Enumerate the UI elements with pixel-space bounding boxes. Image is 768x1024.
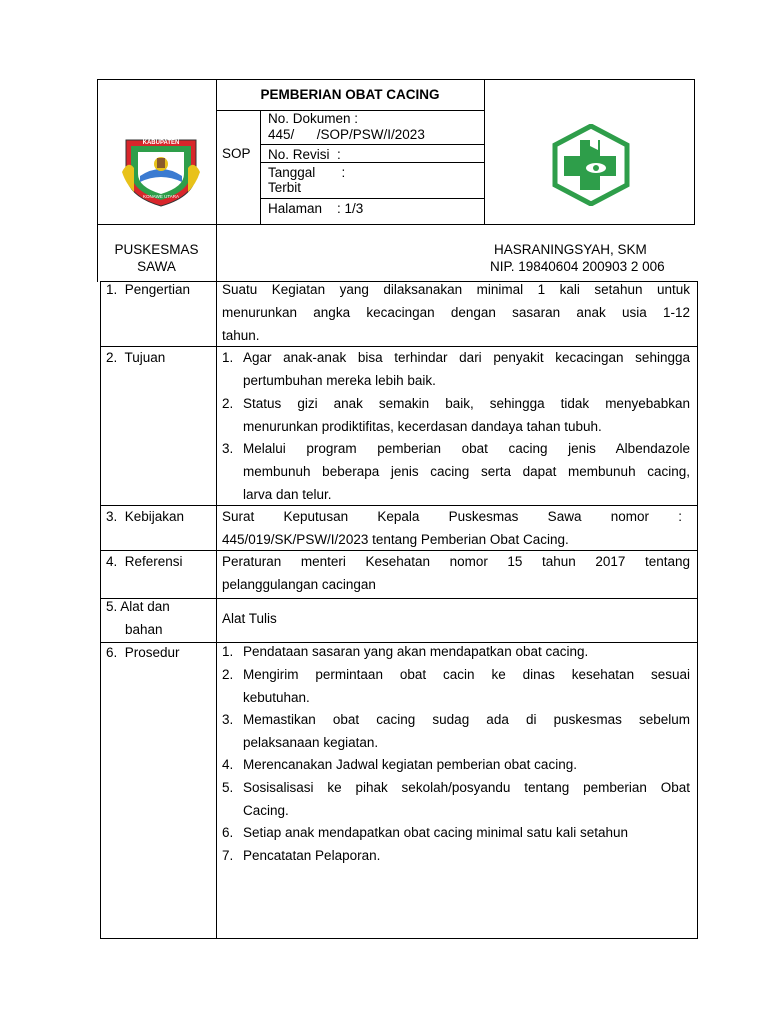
puskesmas-logo — [552, 124, 630, 206]
tanggal-label: Tanggal : — [268, 165, 346, 180]
alat-label-line1: 5. Alat dan — [106, 599, 170, 614]
logo-text-top: KABUPATEN — [142, 140, 180, 146]
prosedur-item-line: Cacing. — [243, 803, 289, 818]
alat-label-line2: bahan — [125, 622, 163, 637]
tujuan-item-number: 2. — [222, 396, 234, 411]
logo-text-bottom: KONAWE UTARA — [142, 194, 179, 199]
pengertian-label: 1. Pengertian — [106, 282, 191, 297]
prosedur-item-line: Merencanakan Jadwal kegiatan pemberian obat cacing. — [243, 757, 577, 772]
prosedur-item-line: Pencatatan Pelaporan. — [243, 848, 381, 863]
referensi-line: Peraturan menteri Kesehatan nomor 15 tahun 2017 tentang — [222, 554, 690, 569]
kebijakan-label: 3. Kebijakan — [106, 509, 185, 524]
tujuan-item-line: membunuh beberapa jenis cacing serta dapat membunuh cacing, — [243, 464, 690, 479]
tujuan-item-line: pertumbuhan mereka lebih baik. — [243, 373, 436, 388]
prosedur-item-number: 7. — [222, 848, 234, 863]
sop-label: SOP — [222, 146, 251, 161]
prosedur-item-line: Sosisalisasi ke pihak sekolah/posyandu tentang pemberian Obat — [243, 780, 690, 795]
prosedur-item-line: pelaksanaan kegiatan. — [243, 735, 379, 750]
tujuan-label: 2. Tujuan — [106, 350, 166, 365]
prosedur-item-line: Pendataan sasaran yang akan mendapatkan obat cacing. — [243, 644, 589, 659]
alat-value: Alat Tulis — [222, 611, 277, 626]
pengertian-line: Suatu Kegiatan yang dilaksanakan minimal 1 kali setahun untuk — [222, 282, 690, 297]
no-revisi-label: No. Revisi : — [268, 147, 341, 162]
tujuan-item-line: Status gizi anak semakin baik, sehingga tidak menyebabkan — [243, 396, 690, 411]
prosedur-item-number: 6. — [222, 825, 234, 840]
tujuan-item-line: menurunkan prodiktifitas, kecerdasan dandaya tahan tubuh. — [243, 419, 602, 434]
referensi-line: pelanggulangan cacingan — [222, 577, 376, 592]
signer-name: HASRANINGSYAH, SKM — [494, 242, 647, 257]
terbit-label: Terbit — [268, 180, 302, 195]
tujuan-item-line: Agar anak-anak bisa terhindar dari penyakit kecacingan sehingga — [243, 350, 690, 365]
no-dokumen-label: No. Dokumen : — [268, 111, 359, 126]
pengertian-line: tahun. — [222, 328, 260, 343]
tujuan-item-line: Melalui program pemberian obat cacing jenis Albendazole — [243, 441, 690, 456]
puskesmas-name-line1: PUSKESMAS — [114, 242, 199, 257]
kabupaten-logo — [118, 132, 204, 208]
kebijakan-line: 445/019/SK/PSW/I/2023 tentang Pemberian Obat Cacing. — [222, 532, 569, 547]
tujuan-item-number: 3. — [222, 441, 234, 456]
tujuan-item-line: larva dan telur. — [243, 487, 332, 502]
kebijakan-line: Surat Keputusan Kepala Puskesmas Sawa nomor : — [222, 509, 682, 524]
halaman-label: Halaman : 1/3 — [268, 201, 364, 216]
pengertian-line: menurunkan angka kecacingan dengan sasaran anak usia 1-12 — [222, 305, 690, 320]
prosedur-item-number: 3. — [222, 712, 234, 727]
referensi-label: 4. Referensi — [106, 554, 183, 569]
prosedur-item-number: 4. — [222, 757, 234, 772]
prosedur-item-number: 5. — [222, 780, 234, 795]
prosedur-item-line: Setiap anak mendapatkan obat cacing minimal satu kali setahun — [243, 825, 628, 840]
prosedur-item-number: 1. — [222, 644, 234, 659]
no-dokumen-value: 445/ /SOP/PSW/I/2023 — [268, 127, 425, 142]
prosedur-item-line: Memastikan obat cacing sudag ada di puskesmas sebelum — [243, 712, 690, 727]
signer-nip: NIP. 19840604 200903 2 006 — [490, 259, 665, 274]
prosedur-label: 6. Prosedur — [106, 645, 180, 660]
prosedur-item-line: Mengirim permintaan obat cacin ke dinas kesehatan sesuai — [243, 667, 690, 682]
puskesmas-name-line2: SAWA — [137, 259, 176, 274]
prosedur-item-number: 2. — [222, 667, 234, 682]
prosedur-item-line: kebutuhan. — [243, 690, 310, 705]
document-title: PEMBERIAN OBAT CACING — [260, 87, 440, 102]
tujuan-item-number: 1. — [222, 350, 234, 365]
